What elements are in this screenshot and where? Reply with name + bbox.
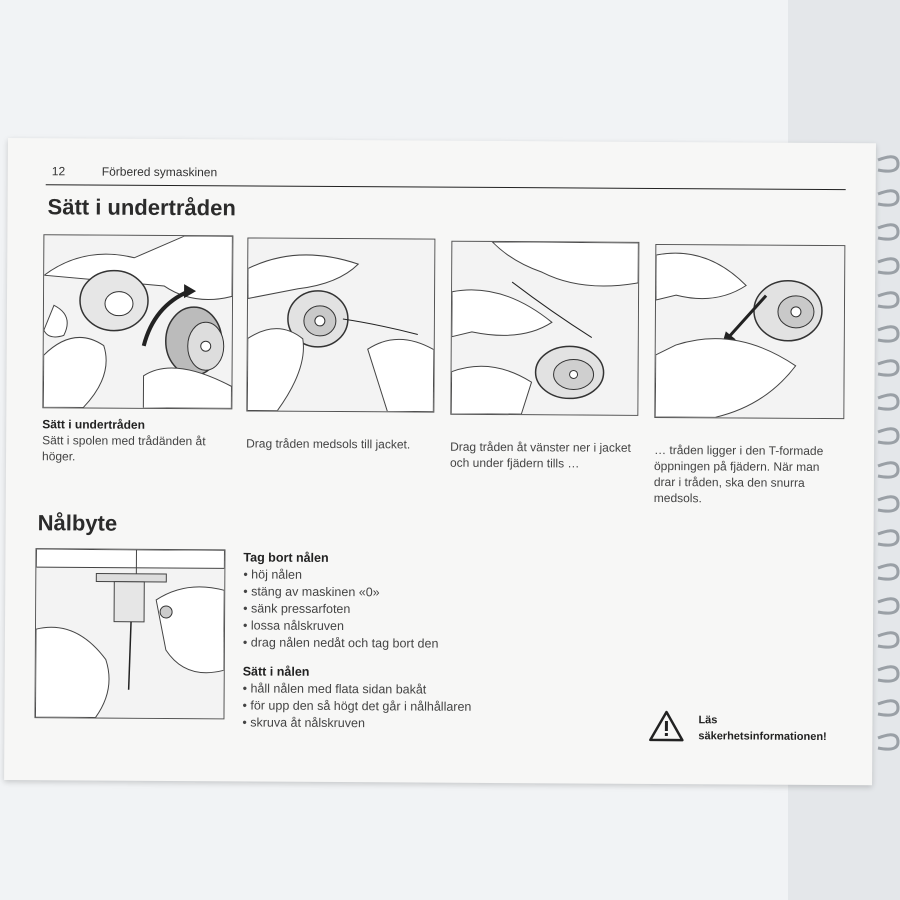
spiral-coil — [878, 225, 898, 239]
caption-step-4-text: … tråden ligger i den T-formade öppningen på fjädern. När man drar i tråden, ska den snurra medsols. — [653, 442, 824, 506]
illustration-step-4 — [654, 244, 845, 419]
caption-step-3-text: Drag tråden åt vänster ner i jacket och under fjädern tills … — [449, 439, 631, 471]
remove-needle-instructions — [242, 549, 603, 733]
list-item: • håll nålen med flata sidan bakåt — [243, 680, 603, 699]
spiral-coil — [878, 701, 898, 715]
spiral-coil — [878, 667, 898, 681]
illustration-needle — [34, 548, 225, 719]
spiral-binding — [876, 150, 900, 770]
caption-step-3 — [450, 439, 640, 472]
section-name: Förbered symaskinen — [101, 164, 218, 180]
section-title-bobbin: Sätt i undertråden — [47, 194, 236, 221]
remove-needle-list — [243, 566, 604, 653]
illustration-step-1 — [42, 234, 233, 409]
thread-under-spring-drawing — [451, 242, 638, 415]
page-number: 12 — [51, 164, 66, 179]
caption-step-1 — [42, 416, 232, 465]
thread-t-opening-drawing — [655, 245, 844, 418]
list-item: • skruva åt nålskruven — [242, 714, 602, 733]
safety-notice-text: Läs säkerhetsinformationen! — [698, 714, 827, 744]
section-title-needle: Nålbyte — [37, 510, 118, 536]
spiral-coil — [878, 157, 898, 171]
spiral-coil — [878, 327, 898, 341]
spiral-coil — [878, 531, 898, 545]
spiral-coil — [878, 633, 898, 647]
running-head — [52, 164, 217, 179]
bobbin-insert-drawing — [43, 235, 232, 408]
list-item: • lossa nålskruven — [243, 617, 603, 636]
list-item: • höj nålen — [243, 566, 603, 585]
list-item: • sänk pressarfoten — [243, 600, 603, 619]
spiral-coil — [878, 191, 898, 205]
spiral-coil — [878, 395, 898, 409]
list-item: • drag nålen nedåt och tag bort den — [243, 634, 603, 653]
caption-step-1-text: Sätt i spolen med trådänden åt höger. — [42, 433, 206, 464]
header-rule — [46, 184, 846, 190]
list-item: • stäng av maskinen «0» — [243, 583, 603, 602]
caption-step-1-heading: Sätt i undertråden — [42, 417, 145, 432]
spiral-coil — [878, 293, 898, 307]
spiral-coil — [878, 429, 898, 443]
illustration-step-2 — [246, 237, 435, 412]
spiral-coil — [878, 735, 898, 749]
caption-step-2 — [246, 435, 436, 452]
insert-needle-list — [242, 680, 602, 733]
spiral-coil — [878, 497, 898, 511]
spiral-coil — [878, 599, 898, 613]
insert-needle-heading: Sätt i nålen — [242, 664, 310, 679]
safety-notice — [648, 710, 838, 751]
spiral-coil — [878, 259, 898, 273]
remove-needle-heading: Tag bort nålen — [243, 550, 329, 565]
caption-step-2-text: Drag tråden medsols till jacket. — [246, 436, 411, 452]
thread-clockwise-drawing — [247, 238, 434, 411]
spiral-coil — [878, 565, 898, 579]
needle-change-drawing — [35, 549, 224, 718]
spiral-coil — [878, 361, 898, 375]
spiral-coil — [878, 463, 898, 477]
illustration-step-3 — [450, 241, 639, 416]
caption-step-4 — [654, 442, 844, 507]
list-item: • för upp den så högt det går i nålhållaren — [242, 697, 602, 716]
warning-triangle-icon — [648, 710, 684, 742]
manual-page — [4, 138, 876, 785]
